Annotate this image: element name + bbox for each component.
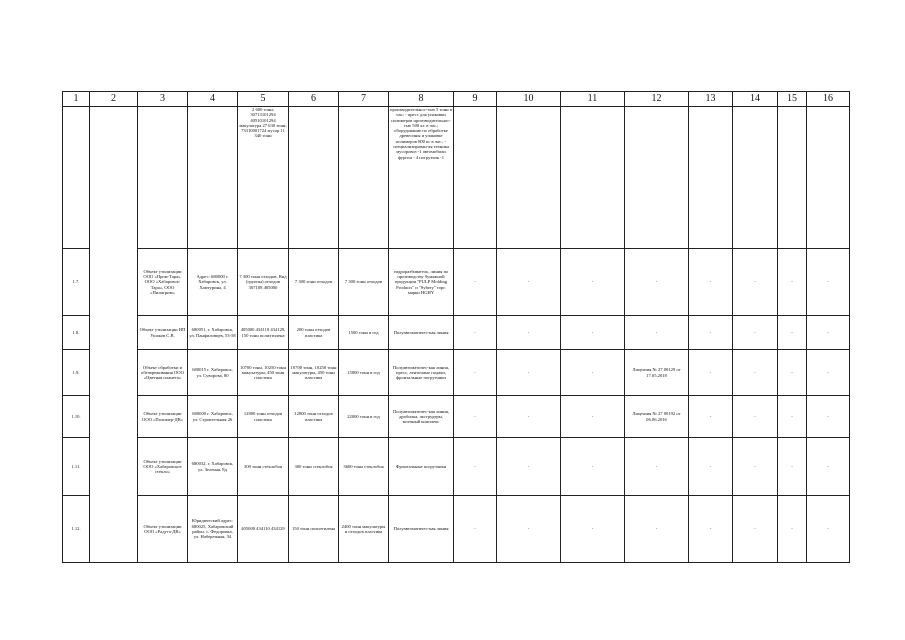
cell-address: 680051, г. Хабаровск, ул. Панфиловцев, 53-58 — [188, 316, 238, 350]
col-header: 7 — [339, 92, 389, 107]
cell-c10: - — [497, 496, 561, 563]
cell-c16: - — [807, 396, 850, 438]
cell-volume: 150 тонн полиэтилена — [289, 496, 339, 563]
cell-capacity: 12800 тонн отходов пластика — [238, 396, 289, 438]
col-header: 12 — [625, 92, 689, 107]
cell-c9: - — [454, 496, 497, 563]
cell-equipment: Полуавтоматичес-кая линия — [389, 316, 454, 350]
cell-c16: - — [807, 350, 850, 396]
cell-c14: - — [733, 496, 778, 563]
cell-license: - — [625, 249, 689, 316]
cell — [778, 107, 807, 249]
cell-c13: - — [689, 396, 733, 438]
cell-equipment: Полуавтоматичес-кая линия, дробилка, экструдеры, моечный комплекс — [389, 396, 454, 438]
table-row — [63, 350, 850, 396]
col-header: 13 — [689, 92, 733, 107]
cell-address: Юридический адрес: 680025, Хабаровский район, с. Федоровка, ул. Набережная, 34 — [188, 496, 238, 563]
cell — [289, 107, 339, 249]
cell-c16: - — [807, 249, 850, 316]
cell-c15: - — [778, 438, 807, 496]
cell-number: 1.11. — [63, 438, 90, 496]
cell-c11: - — [561, 496, 625, 563]
cell-volume: 12800 тонн отходов пластика — [289, 396, 339, 438]
table-row — [63, 438, 850, 496]
cell-annual: 2400 тонн макулатуры и отходов пластика — [339, 496, 389, 563]
col-header: 11 — [561, 92, 625, 107]
cell-c10: - — [497, 249, 561, 316]
cell-c11: - — [561, 316, 625, 350]
cell-address: 680032, г. Хабаровск, ул. Зеленая, 8д — [188, 438, 238, 496]
cell-equipment: Полуавтоматичес-кая линия, пресс, ленточные подачи, фронтальные погрузчики — [389, 350, 454, 396]
cell-number: 1.9. — [63, 350, 90, 396]
cell-c15: - — [778, 316, 807, 350]
cell-c14: - — [733, 350, 778, 396]
col-header: 4 — [188, 92, 238, 107]
cell-address: Адрес: 680000 г. Хабаровск, ул. Хамтурина, 4 — [188, 249, 238, 316]
cell-capacity: 2 600 тонн; 30713101294 40510101294 макулатура 27 630 тонн; 73310001724 мусор 11 340 тонн — [238, 107, 289, 249]
cell-capacity: 10700 тонн, 10250 тонн макулатуры, 450 тонн пластика — [238, 350, 289, 396]
cell-capacity: 405000 434110 434129, 150 тонн полиэтилена — [238, 316, 289, 350]
cell — [497, 107, 561, 249]
cell — [733, 107, 778, 249]
col-header: 10 — [497, 92, 561, 107]
col-header: 9 — [454, 92, 497, 107]
cell-address: 680015 г. Хабаровск, ул. Суворова, 80 — [188, 350, 238, 396]
cell-c13: - — [689, 316, 733, 350]
cell-c14: - — [733, 396, 778, 438]
cell-license: - — [625, 316, 689, 350]
cell-c9: - — [454, 316, 497, 350]
cell-annual: 22000 тонн в год — [339, 396, 389, 438]
col-header: 1 — [63, 92, 90, 107]
cell-c10: - — [497, 350, 561, 396]
cell — [339, 107, 389, 249]
cell-number: 1.7. — [63, 249, 90, 316]
cell-c11: - — [561, 396, 625, 438]
cell-c16: - — [807, 438, 850, 496]
cell-capacity: 405000 434110 434129 — [238, 496, 289, 563]
cell-object: Объект обработки и обезвреживания ООО «Цветная планета» — [138, 350, 188, 396]
cell-c15: - — [778, 249, 807, 316]
cell-c9: - — [454, 350, 497, 396]
cell-object: Объект утилизации ООО «Хабаровское стекло» — [138, 438, 188, 496]
cell-volume: 7 300 тонн отходов — [289, 249, 339, 316]
cell-volume: 300 тонн стеклобоя — [289, 438, 339, 496]
cell-c9: - — [454, 249, 497, 316]
cell-c13: - — [689, 350, 733, 396]
cell — [807, 107, 850, 249]
table-row — [63, 249, 850, 316]
cell-equipment: производительнос-тью 5 тонн в час; - пресс для упаковки полимеров производительнос-тью 500 кг. в час.; оборудование по обработке древесины и упаковке полимеров 800 кг в час.; - специализирован-ая техника мусоровоз -1 автомобили фургон - 4 погрузчик -1 — [389, 107, 454, 249]
table-row — [63, 396, 850, 438]
header-row — [63, 92, 850, 107]
cell-volume: 200 тонн отходов пластика — [289, 316, 339, 350]
cell-license: Лицензия № 27 00129 от 17.05.2018 — [625, 350, 689, 396]
cell-license: - — [625, 496, 689, 563]
cell-c10: - — [497, 438, 561, 496]
cell-c16: - — [807, 316, 850, 350]
cell-c11: - — [561, 438, 625, 496]
cell-annual: 15000 тонн в год — [339, 350, 389, 396]
cell — [689, 107, 733, 249]
cell-c14: - — [733, 249, 778, 316]
col-header: 5 — [238, 92, 289, 107]
cell-c15: - — [778, 396, 807, 438]
col-header: 14 — [733, 92, 778, 107]
cell — [188, 107, 238, 249]
cell-c14: - — [733, 316, 778, 350]
col-header: 15 — [778, 92, 807, 107]
cell-object: Объект утилизации ООО «Пром-Тара», ООО «Хабаровск-Тара», ООО «Пилигрим» — [138, 249, 188, 316]
cell-equipment: Полуавтоматичес-кая линия — [389, 496, 454, 563]
cell-c15: - — [778, 350, 807, 396]
cell-annual: 7 300 тонн отходов — [339, 249, 389, 316]
cell-number: 1.12. — [63, 496, 90, 563]
col-header: 3 — [138, 92, 188, 107]
cell-c9: - — [454, 396, 497, 438]
cell-equipment: Фронтальные погрузчики — [389, 438, 454, 496]
cell-c13: - — [689, 496, 733, 563]
data-table — [62, 91, 850, 563]
col-header: 16 — [807, 92, 850, 107]
cell-c16: - — [807, 496, 850, 563]
cell-c10: - — [497, 316, 561, 350]
cell-object: Объект утилизации ООО «Радуга-ДВ» — [138, 496, 188, 563]
cell-c13: - — [689, 438, 733, 496]
cell — [625, 107, 689, 249]
cell-object: Объект утилизации ИП Ушаков С.В. — [138, 316, 188, 350]
cell-c11: - — [561, 249, 625, 316]
cell-license: - — [625, 438, 689, 496]
cell-capacity: 7 300 тонн отходов, Вид (группы) отходов 307108 405000 — [238, 249, 289, 316]
table-row — [63, 316, 850, 350]
cell-capacity: 300 тонн стеклобоя — [238, 438, 289, 496]
cell-volume: 10700 тонн, 10250 тонн макулатуры, 450 тонн пластика — [289, 350, 339, 396]
col-header: 8 — [389, 92, 454, 107]
table-row-continued — [63, 107, 850, 249]
cell — [454, 107, 497, 249]
table-row — [63, 496, 850, 563]
cell-c11: - — [561, 350, 625, 396]
cell-c10: - — [497, 396, 561, 438]
cell-col2 — [90, 107, 138, 563]
cell-c13: - — [689, 249, 733, 316]
cell-c14: - — [733, 438, 778, 496]
cell-c15: - — [778, 496, 807, 563]
cell — [63, 107, 90, 249]
cell-annual: 3600 тонн стеклобоя — [339, 438, 389, 496]
cell-number: 1.8. — [63, 316, 90, 350]
cell-annual: 1500 тонн в год — [339, 316, 389, 350]
cell-address: 680000 г. Хабаровск, ул. Строительная 26 — [188, 396, 238, 438]
cell-number: 1.10. — [63, 396, 90, 438]
col-header: 2 — [90, 92, 138, 107]
cell-equipment: гидроразбиватель, линия по производству бумажной продукции "PULP Molding Products" и "Sybery" торг. марки HGHY — [389, 249, 454, 316]
cell-object: Объект утилизации ООО «Полимер-ДВ» — [138, 396, 188, 438]
cell-license: Лицензия № 27 00192 от 06.06.2016 — [625, 396, 689, 438]
cell — [138, 107, 188, 249]
col-header: 6 — [289, 92, 339, 107]
cell — [561, 107, 625, 249]
cell-c9: - — [454, 438, 497, 496]
